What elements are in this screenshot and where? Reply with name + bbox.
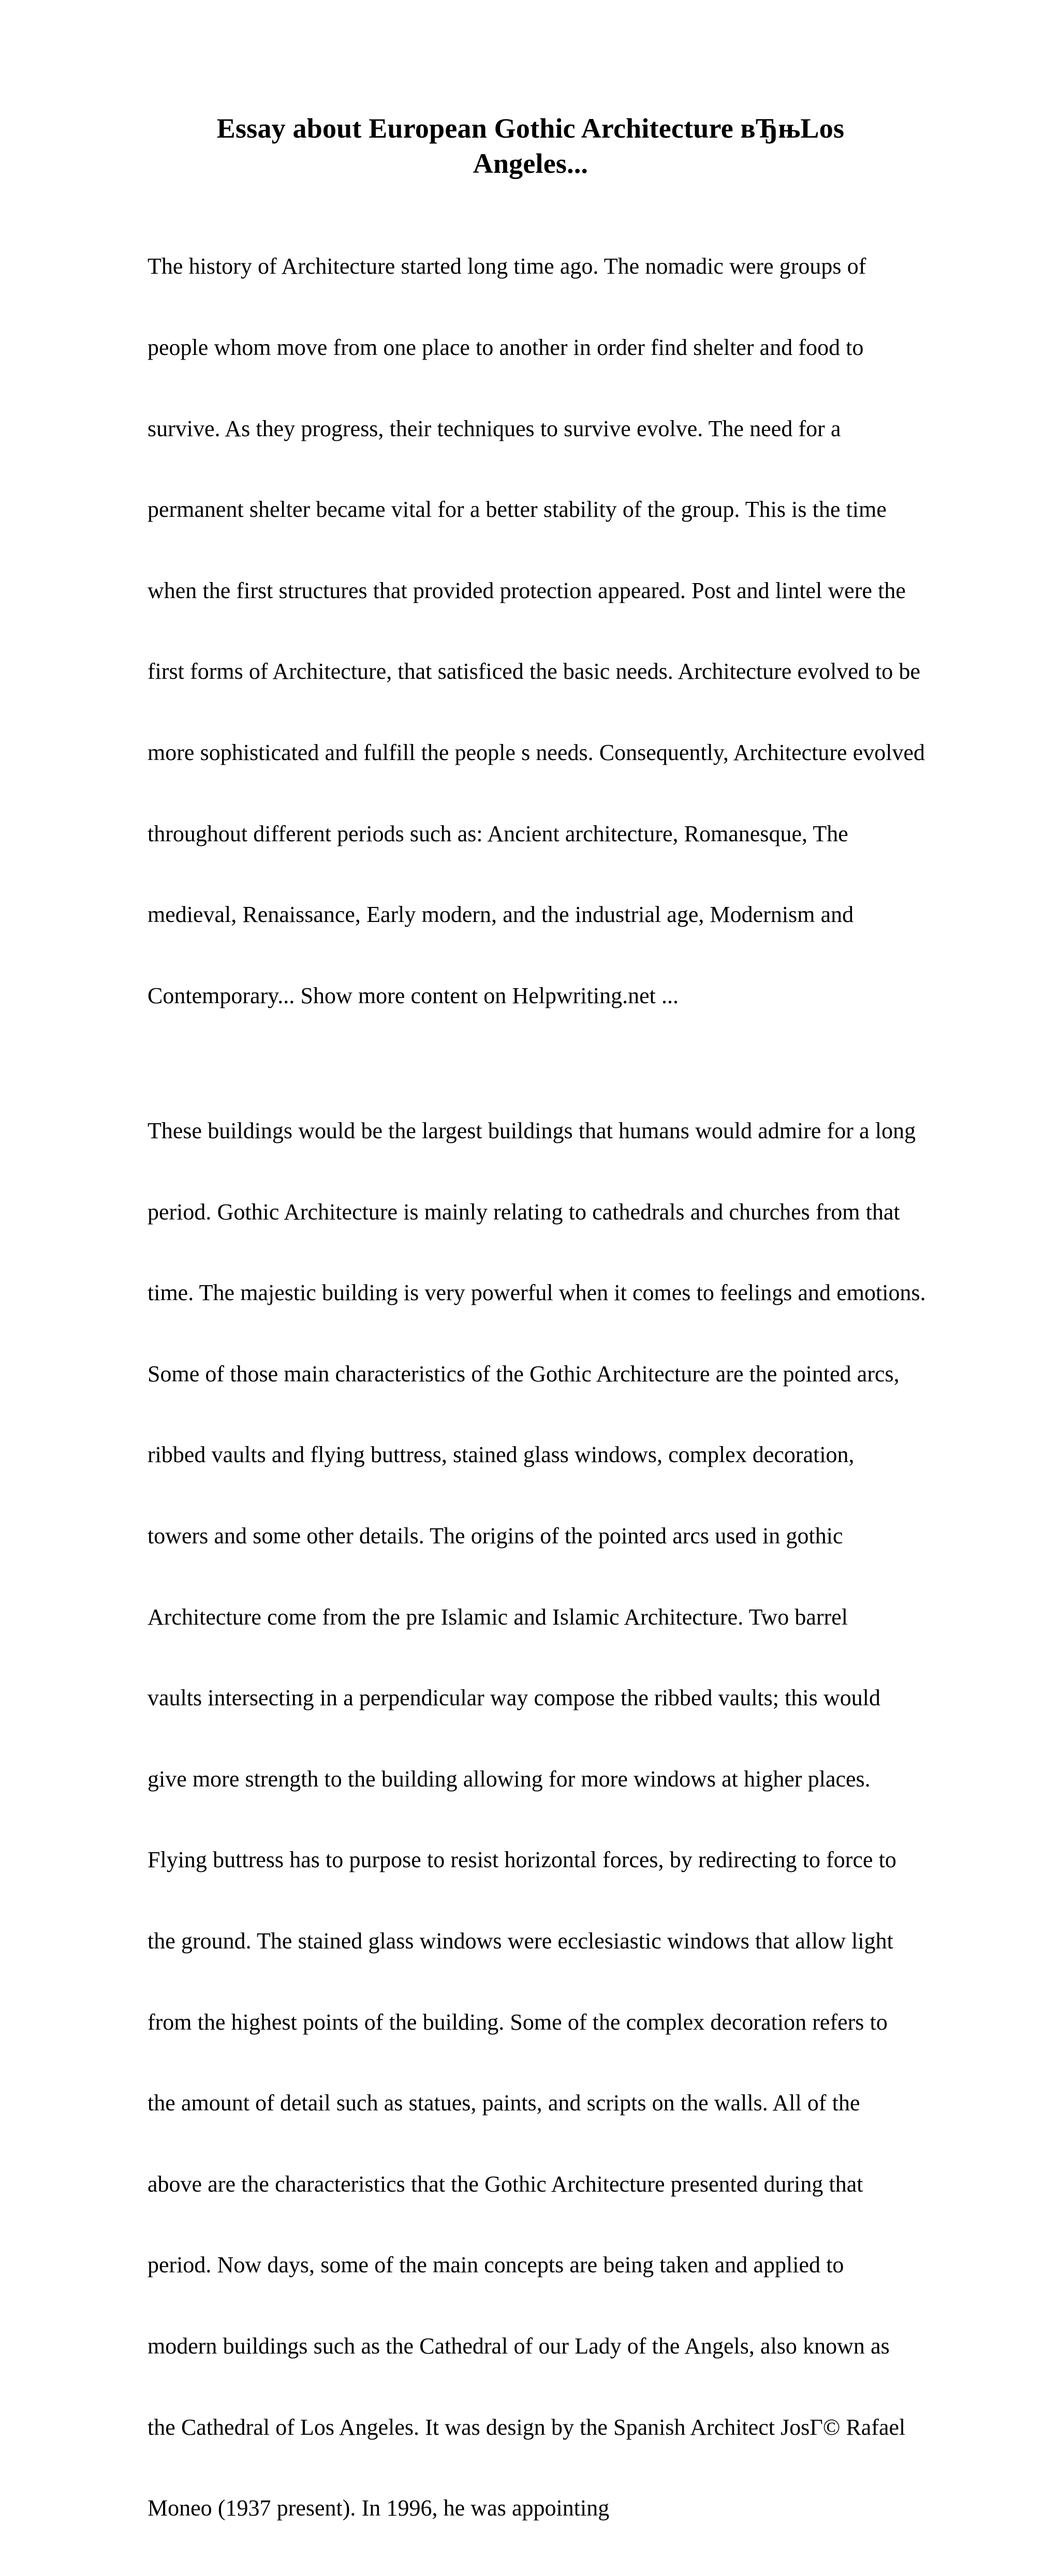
paragraph-line: survive. As they progress, their techniques to survive evolve. The need for a [148, 415, 841, 441]
paragraph-line: Some of those main characteristics of the Gothic Architecture are the pointed arcs, [148, 1361, 900, 1387]
paragraph-line: These buildings would be the largest buildings that humans would admire for a long [148, 1118, 916, 1143]
paragraph-line: period. Now days, some of the main concepts are being taken and applied to [148, 2252, 844, 2278]
paragraph-line: Moneo (1937 present). In 1996, he was appointing [148, 2495, 610, 2521]
paragraph-line: The history of Architecture started long time ago. The nomadic were groups of [148, 254, 866, 279]
paragraph-line: from the highest points of the building. Some of the complex decoration refers to [148, 2009, 888, 2035]
paragraph-line: Contemporary... Show more content on Helpwriting.net ... [148, 982, 679, 1008]
paragraph-line: throughout different periods such as: Ancient architecture, Romanesque, The [148, 821, 848, 846]
paragraph-line: the ground. The stained glass windows were ecclesiastic windows that allow light [148, 1928, 893, 1954]
paragraph-line: people whom move from one place to another in order find shelter and food to [148, 335, 864, 361]
page-title [150, 111, 911, 181]
paragraph-line: the Cathedral of Los Angeles. It was design by the Spanish Architect JosГ© Rafael [148, 2414, 906, 2440]
paragraph-line: medieval, Renaissance, Early modern, and the industrial age, Modernism and [148, 902, 854, 928]
paragraph-line: period. Gothic Architecture is mainly relating to cathedrals and churches from that [148, 1199, 900, 1225]
paragraph-line: towers and some other details. The origins of the pointed arcs used in gothic [148, 1523, 843, 1548]
paragraph-line: first forms of Architecture, that satisficed the basic needs. Architecture evolved to be [148, 659, 920, 684]
paragraph-line: Architecture come from the pre Islamic and Islamic Architecture. Two barrel [148, 1604, 848, 1630]
paragraph-1 [148, 199, 970, 1064]
paragraph-line: more sophisticated and fulfill the people s needs. Consequently, Architecture evolved [148, 740, 925, 766]
title-line-1: Essay about European Gothic Architecture вЂњLos [216, 113, 845, 144]
paragraph-line: modern buildings such as the Cathedral of our Lady of the Angels, also known as [148, 2333, 890, 2359]
paragraph-line: ribbed vaults and flying buttress, stained glass windows, complex decoration, [148, 1442, 855, 1468]
paragraph-line: time. The majestic building is very powerful when it comes to feelings and emotions. [148, 1280, 926, 1306]
document-body [148, 199, 970, 2576]
paragraph-line: Flying buttress has to purpose to resist horizontal forces, by redirecting to force to [148, 1847, 896, 1873]
paragraph-line: when the first structures that provided protection appeared. Post and lintel were the [148, 577, 906, 603]
paragraph-line: permanent shelter became vital for a better stability of the group. This is the time [148, 497, 887, 523]
paragraph-line: give more strength to the building allowing for more windows at higher places. [148, 1766, 871, 1792]
paragraph-2 [148, 1064, 970, 2576]
paragraph-line: above are the characteristics that the Gothic Architecture presented during that [148, 2171, 863, 2197]
paragraph-line: vaults intersecting in a perpendicular way compose the ribbed vaults; this would [148, 1685, 880, 1711]
paragraph-line: the amount of detail such as statues, paints, and scripts on the walls. All of the [148, 2090, 860, 2116]
title-line-2: Angeles... [473, 148, 588, 180]
